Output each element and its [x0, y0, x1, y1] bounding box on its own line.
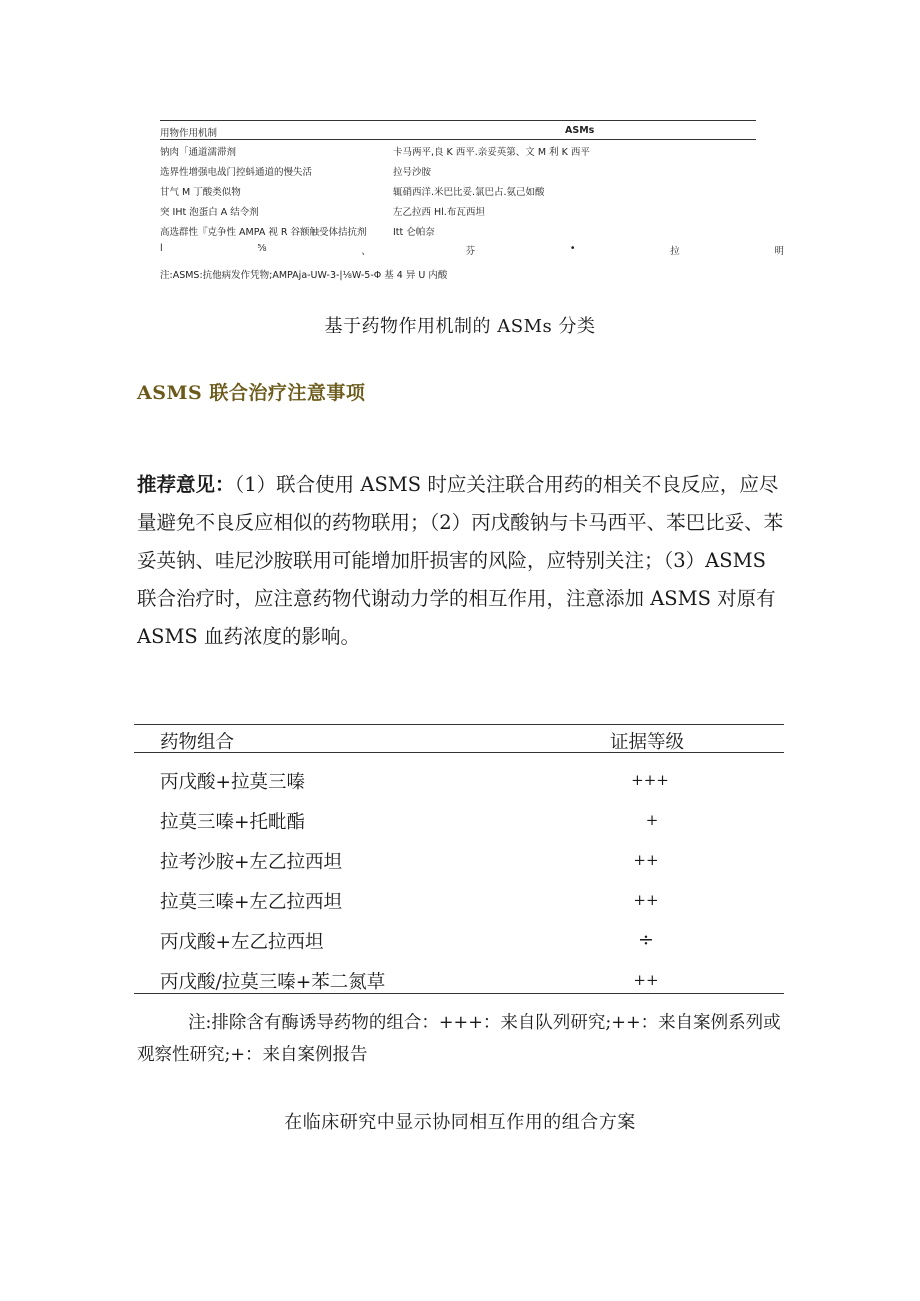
table2-row-1-combo: 丙戊酸+拉莫三嗪 [160, 772, 306, 793]
table1-header-asms: ASMs [565, 125, 595, 136]
table1-spread-char: 明 [774, 246, 784, 257]
table1-spread-char: l [160, 243, 163, 254]
table1-spread-char: 拉 [670, 246, 680, 257]
table1-note: 注:ASMS:抗他病发作凭物;AMPAja-UW-3-|⅛W-5-Φ 基 4 异 U 内酸 [160, 270, 448, 281]
recommendation-body: （1）联合使用 ASMS 时应关注联合用药的相关不良反应，应尽量避免不良反应相似的药物联用；（2）丙戊酸钠与卡马西平、苯巴比妥、苯妥英钠、哇尼沙胺联用可能增加肝损害的风险，应特别关注；（3）ASMS 联合治疗时，应注意药物代谢动力学的相互作用，注意添加 ASMS 对原有 ASMS 血药浓度的影响。 [137, 473, 784, 648]
table1-row-2-asms: 拉号沙胺 [393, 167, 432, 178]
table1-spread-char: ⅝ [257, 243, 267, 254]
table2-header-rule [134, 752, 784, 753]
table1-header-mechanism: 用物作用机制 [160, 128, 218, 139]
table2-row-3-combo: 拉考沙胺+左乙拉西坦 [160, 852, 343, 873]
table2-caption: 在临床研究中显示协同相互作用的组合方案 [284, 1112, 636, 1133]
table1-row-5-mechanism: 高选群性『克争性 AMPA 视 R 谷额触受体拮抗剂 [160, 227, 367, 238]
table2-row-5-grade: ÷ [638, 929, 654, 951]
table2-bottom-rule [134, 993, 784, 994]
table2-row-5-combo: 丙戊酸+左乙拉西坦 [160, 932, 324, 953]
section-heading: ASMS 联合治疗注意事项 [137, 382, 366, 404]
table1-row-3-mechanism: 甘气 M 丁酸类似物 [160, 187, 241, 198]
table1-spread-char: 芬 [465, 246, 476, 257]
table2-row-4-combo: 拉莫三嗪+左乙拉西坦 [160, 892, 343, 913]
recommendation-lead: 推荐意见： [137, 473, 235, 496]
table2-row-2-grade: + [645, 811, 659, 829]
table2-row-6-combo: 丙戊酸/拉莫三嗪+苯二氮草 [160, 972, 386, 993]
table1-spread-row [160, 243, 784, 257]
table2-row-4-grade: ++ [633, 891, 659, 909]
table1-header-rule [160, 139, 756, 140]
table1-top-rule [160, 120, 756, 121]
table2-note: 注:排除含有酶诱导药物的组合：+++：来自队列研究;++：来自案例系列或观察性研究;+：来自案例报告 [137, 1013, 781, 1065]
table1-row-3-asms: 辄硝西洋.米巴比妥.氯巴占.氨己如酸 [393, 187, 545, 198]
table1-row-1-mechanism: 钠肉「通道濡滞剂 [160, 147, 237, 158]
table2-header-grade: 证据等级 [610, 732, 685, 753]
table1-row-5-asms: Itt 仑帕奈 [393, 227, 435, 238]
table2-row-2-combo: 拉莫三嗪+托毗酯 [160, 812, 306, 833]
table2-top-rule [134, 724, 784, 725]
table1-row-2-mechanism: 选界性增强电战门控蚪通道的慢失活 [160, 167, 313, 178]
recommendation-paragraph [137, 466, 787, 656]
table2-header-combo: 药物组合 [160, 732, 235, 753]
table1-row-1-asms: 卡马两平,良 K 西平.亲妥英第、文 M 利 K 西平 [393, 147, 590, 158]
table1-caption: 基于药物作用机制的 ASMs 分类 [324, 316, 596, 337]
table1-spread-char: • [569, 243, 576, 254]
table1-row-4-asms: 左乙拉西 Hl.布瓦西坦 [393, 207, 485, 218]
table1-spread-char: 、 [361, 246, 371, 257]
table2-row-6-grade: ++ [633, 971, 659, 989]
table1-row-4-mechanism: 突 IHt 泡蛋白 A 结令剂 [160, 207, 259, 218]
table2-row-1-grade: +++ [631, 771, 669, 789]
table2-row-3-grade: ++ [633, 851, 659, 869]
